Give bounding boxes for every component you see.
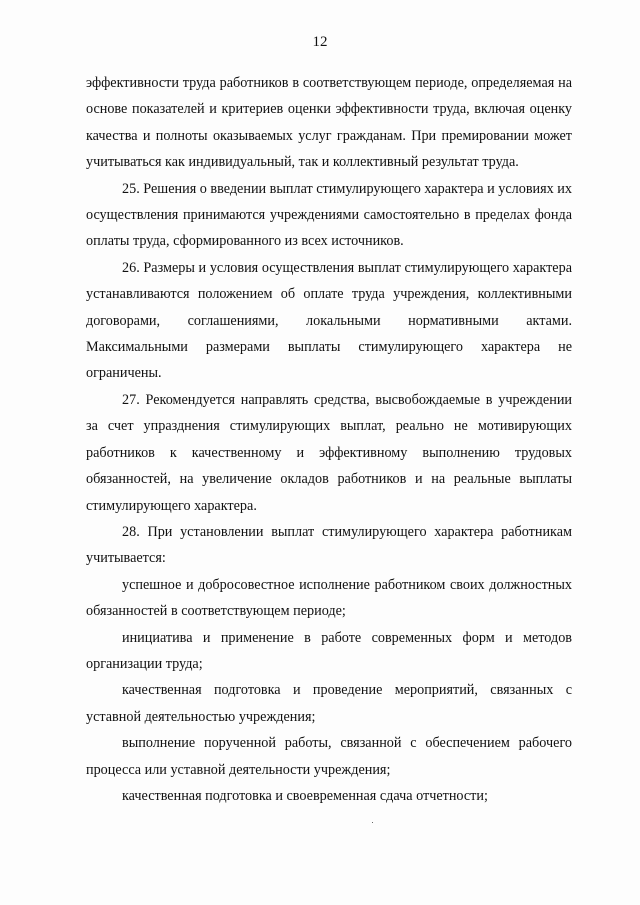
page-number: 12 — [312, 34, 328, 50]
list-item: выполнение порученной работы, связанной с обеспечением рабочего процесса или уставной деятельности учреждения; — [86, 735, 572, 778]
paragraph-27: 27. Рекомендуется направлять средства, высвобождаемые в учреждении за счет упразднения стимулирующих выплат, реально не мотивирующих работников к качественному и эффективному выполнению трудовых обязанностей, на увеличение окладов работников и на реальные выплаты стимулирующего характера. — [86, 391, 572, 514]
paragraph-continuation: эффективности труда работников в соответствующем периоде, определяемая на основе показателей и критериев оценки эффективности труда, включая оценку качества и полноты оказываемых услуг гражданам. При премировании может учитываться как индивидуальный, так и коллективный результат труда. — [86, 75, 572, 171]
scan-speck — [372, 822, 373, 823]
list-item: инициатива и применение в работе современных форм и методов организации труда; — [86, 629, 572, 672]
paragraph-26: 26. Размеры и условия осуществления выплат стимулирующего характера устанавливаются положением об оплате труда учреждения, коллективными договорами, соглашениями, локальными нормативными актами. Максимальными размерами выплаты стимулирующего характера не ограничены. — [86, 259, 572, 382]
list-item: успешное и добросовестное исполнение работником своих должностных обязанностей в соответствующем периоде; — [86, 576, 572, 620]
list-item: качественная подготовка и проведение мероприятий, связанных с уставной деятельностью учреждения; — [86, 682, 572, 725]
paragraph-25: 25. Решения о введении выплат стимулирующего характера и условиях их осуществления принимаются учреждениями самостоятельно в пределах фонда оплаты труда, сформированного из всех источников. — [86, 180, 572, 250]
paragraph-28: 28. При установлении выплат стимулирующего характера работникам учитывается: — [86, 523, 572, 567]
list-item: качественная подготовка и своевременная сдача отчетности; — [122, 787, 488, 804]
document-body — [86, 70, 572, 809]
